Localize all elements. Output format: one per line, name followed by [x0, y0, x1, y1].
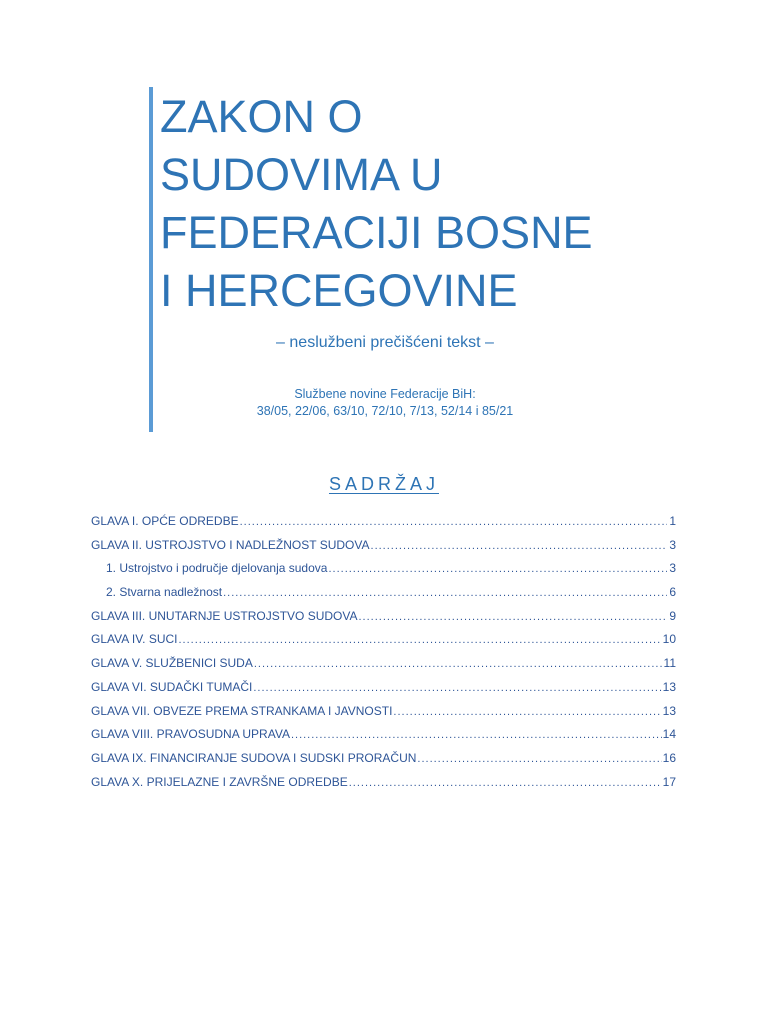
toc-entry-label: GLAVA IV. SUCI [91, 632, 178, 647]
toc-entry-label: GLAVA II. USTROJSTVO I NADLEŽNOST SUDOVA [91, 537, 370, 552]
toc-entry[interactable] [91, 751, 676, 775]
toc-leader-dots [393, 706, 661, 718]
gazette-reference [160, 386, 610, 420]
toc-leader-dots [223, 587, 667, 599]
accent-bar [149, 87, 153, 432]
toc-entry-page: 9 [669, 608, 676, 623]
toc-entry-label: GLAVA III. UNUTARNJE USTROJSTVO SUDOVA [91, 608, 358, 623]
toc-leader-dots [328, 563, 667, 575]
toc-entry[interactable] [91, 704, 676, 728]
toc-entry[interactable] [91, 656, 676, 680]
toc-entry-page: 17 [662, 774, 676, 789]
toc-entry-label: GLAVA V. SLUŽBENICI SUDA [91, 656, 253, 671]
table-of-contents [91, 514, 676, 798]
toc-leader-dots [178, 634, 661, 646]
toc-entry-label: GLAVA X. PRIJELAZNE I ZAVRŠNE ODREDBE [91, 774, 348, 789]
toc-subentry[interactable] [91, 585, 676, 609]
toc-entry-label: GLAVA IX. FINANCIRANJE SUDOVA I SUDSKI PRORAČUN [91, 750, 417, 765]
toc-leader-dots [254, 658, 663, 670]
toc-entry-page: 3 [669, 537, 676, 552]
toc-entry[interactable] [91, 727, 676, 751]
toc-entry-page: 3 [669, 561, 676, 576]
toc-heading: SADRŽAJ [328, 474, 439, 494]
toc-entry[interactable] [91, 775, 676, 799]
toc-leader-dots [371, 540, 667, 552]
toc-entry-label: 2. Stvarna nadležnost [106, 585, 223, 600]
toc-entry-page: 14 [662, 727, 676, 742]
toc-entry[interactable] [91, 538, 676, 562]
toc-entry-label: GLAVA VIII. PRAVOSUDNA UPRAVA [91, 727, 290, 742]
toc-entry-page: 6 [669, 585, 676, 600]
toc-leader-dots [240, 516, 667, 528]
toc-entry-page: 13 [662, 679, 676, 694]
toc-entry-label: 1. Ustrojstvo i područje djelovanja sudova [106, 561, 328, 576]
toc-entry-page: 13 [662, 703, 676, 718]
toc-entry-page: 1 [669, 514, 676, 528]
toc-entry-label: GLAVA VII. OBVEZE PREMA STRANKAMA I JAVNOSTI [91, 703, 393, 718]
toc-entry-page: 16 [662, 750, 676, 765]
gazette-name: Službene novine Federacije BiH: [294, 387, 476, 401]
toc-leader-dots [291, 729, 662, 741]
toc-subentry[interactable] [91, 561, 676, 585]
toc-leader-dots [253, 682, 661, 694]
toc-entry-page: 10 [662, 632, 676, 647]
toc-entry[interactable] [91, 680, 676, 704]
toc-entry-label: GLAVA VI. SUDAČKI TUMAČI [91, 679, 253, 694]
toc-entry[interactable] [91, 632, 676, 656]
toc-leader-dots [349, 777, 662, 789]
toc-entry[interactable] [91, 609, 676, 633]
gazette-issues: 38/05, 22/06, 63/10, 72/10, 7/13, 52/14 i 85/21 [256, 404, 514, 418]
document-title: ZAKON O SUDOVIMA U FEDERACIJI BOSNE I HERCEGOVINE [160, 91, 593, 316]
toc-entry-page: 11 [663, 656, 676, 671]
toc-leader-dots [417, 753, 661, 765]
toc-entry-label: GLAVA I. OPĆE ODREDBE [91, 514, 239, 528]
toc-entry[interactable] [91, 514, 676, 538]
toc-leader-dots [358, 611, 667, 623]
document-subtitle: – neslužbeni prečišćeni tekst – [276, 334, 494, 351]
